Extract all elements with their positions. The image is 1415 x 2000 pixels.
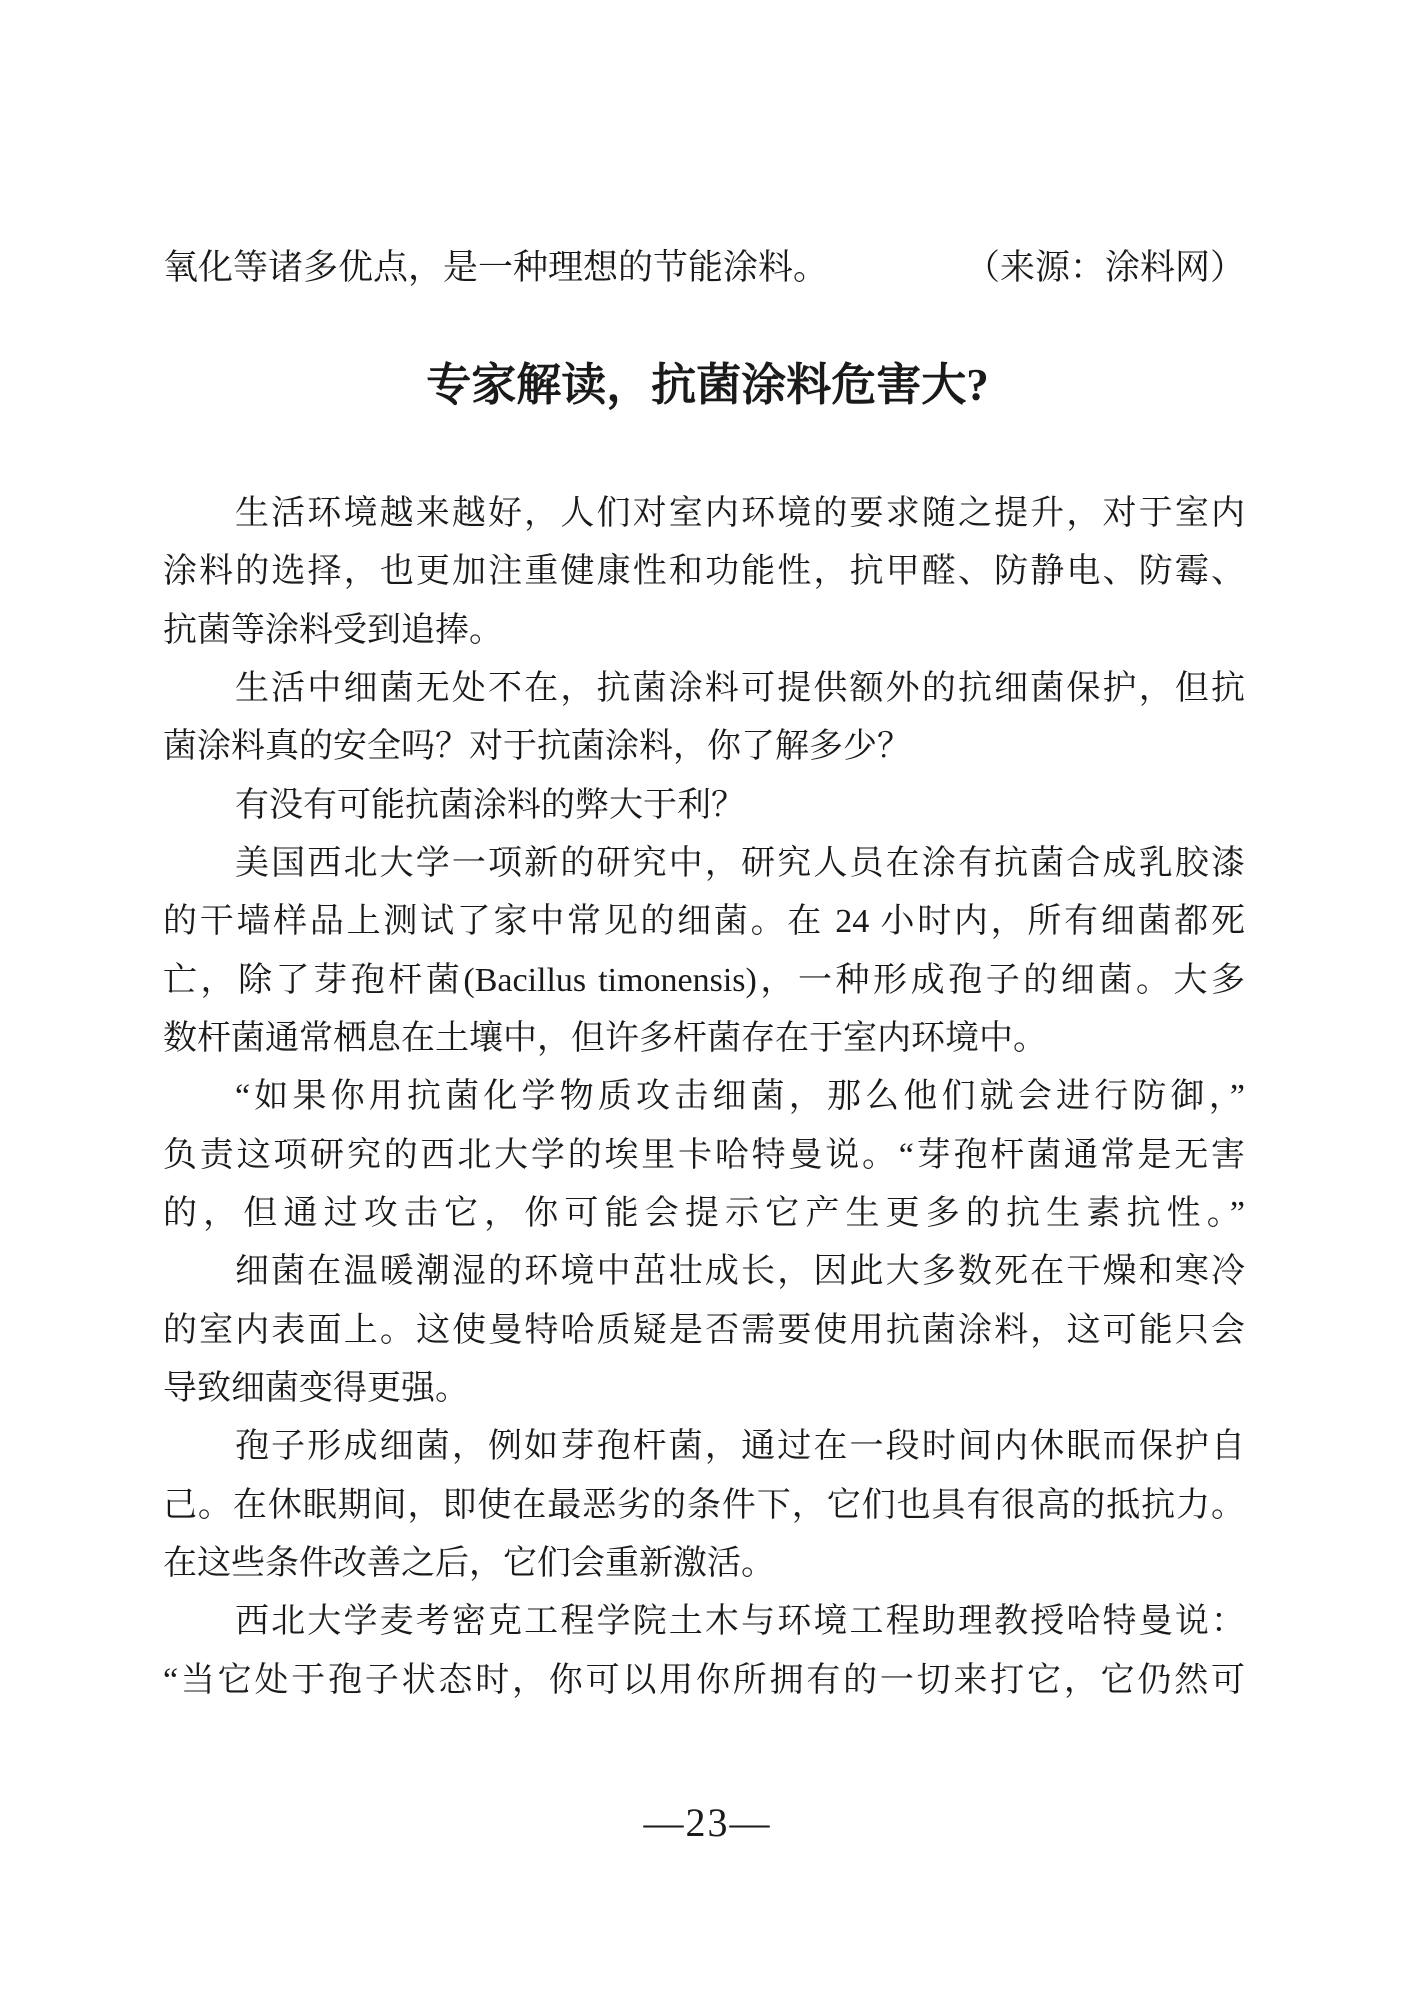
article-body [163, 485, 1245, 1710]
text-line: 生活环境越来越好，人们对室内环境的要求随之提升，对于室内 [235, 495, 1245, 532]
text-line: 的室内表面上。这使曼特哈质疑是否需要使用抗菌涂料，这可能只会 [163, 1311, 1245, 1349]
text-line: 在这些条件改善之后，它们会重新激活。 [163, 1544, 775, 1582]
text-line: 导致细菌变得更强。 [163, 1369, 469, 1407]
text-line: 孢子形成细菌，例如芽孢杆菌，通过在一段时间内休眠而保护自 [235, 1428, 1245, 1466]
text-line: 的干墙样品上测试了家中常见的细菌。在 24 小时内，所有细菌都死 [163, 903, 1245, 941]
text-line: 的，但通过攻击它，你可能会提示它产生更多的抗生素抗性。” [163, 1194, 1245, 1232]
text-line: 有没有可能抗菌涂料的弊大于利？ [235, 786, 745, 824]
page-number: —23— [643, 1800, 772, 1845]
text-line: 菌涂料真的安全吗？对于抗菌涂料，你了解多少？ [163, 728, 911, 766]
text-line: 抗菌等涂料受到追捧。 [163, 611, 503, 649]
text-line: 负责这项研究的西北大学的埃里卡哈特曼说。“芽孢杆菌通常是无害 [163, 1136, 1245, 1174]
text-line: “如果你用抗菌化学物质攻击细菌，那么他们就会进行防御，” [235, 1078, 1245, 1116]
text-line: 生活中细菌无处不在，抗菌涂料可提供额外的抗细菌保护，但抗 [235, 669, 1245, 707]
header-source-label: （来源：涂料网） [964, 248, 1245, 287]
header-continuation-text: 氧化等诸多优点，是一种理想的节能涂料。 [163, 248, 829, 287]
text-line: 数杆菌通常栖息在土壤中，但许多杆菌存在于室内环境中。 [163, 1019, 1047, 1057]
article-title: 专家解读，抗菌涂料危害大? [426, 360, 989, 410]
text-line: “当它处于孢子状态时，你可以用你所拥有的一切来打它，它仍然可 [163, 1661, 1245, 1699]
text-line: 己。在休眠期间，即使在最恶劣的条件下，它们也具有很高的抵抗力。 [163, 1486, 1245, 1524]
text-line: 涂料的选择，也更加注重健康性和功能性，抗甲醛、防静电、防霉、 [163, 553, 1245, 591]
text-line: 细菌在温暖潮湿的环境中茁壮成长，因此大多数死在干燥和寒冷 [235, 1253, 1245, 1291]
header-line [163, 243, 1245, 293]
text-line: 美国西北大学一项新的研究中，研究人员在涂有抗菌合成乳胶漆 [235, 844, 1245, 882]
text-line: 亡，除了芽孢杆菌(Bacillus timonensis)，一种形成孢子的细菌。大多 [163, 961, 1245, 999]
text-line: 西北大学麦考密克工程学院土木与环境工程助理教授哈特曼说： [235, 1603, 1245, 1641]
